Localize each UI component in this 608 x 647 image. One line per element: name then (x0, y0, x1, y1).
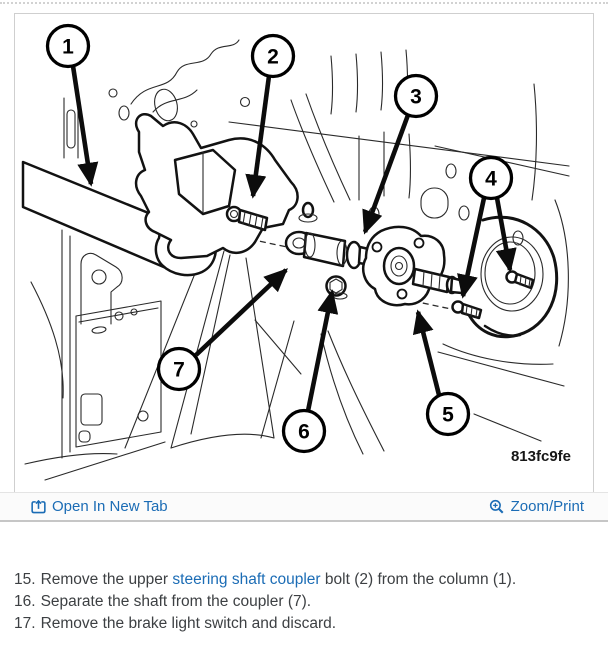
callout-4 (471, 158, 512, 199)
bolt-4-right (507, 272, 534, 289)
zoom-print-button[interactable] (489, 498, 584, 515)
coupler-mounting-flange (363, 227, 444, 305)
svg-text:6: 6 (298, 420, 310, 444)
step-15-text-suffix: bolt (2) from the column (1). (320, 571, 517, 588)
callout-6 (284, 411, 325, 452)
svg-text:4: 4 (485, 167, 497, 191)
figure-diagram (15, 14, 593, 491)
steering-shaft-coupler-link[interactable]: steering shaft coupler (172, 571, 321, 588)
callout-1 (48, 26, 89, 67)
panel-stud (299, 203, 317, 222)
callout-2 (253, 36, 294, 77)
callout-3 (396, 76, 437, 117)
step-15 (14, 569, 594, 591)
instruction-list (14, 569, 594, 635)
svg-text:5: 5 (442, 403, 454, 427)
step-17 (14, 613, 594, 635)
step-16-number: 16. (14, 593, 36, 610)
zoom-magnifier-icon (489, 499, 505, 515)
figure-viewport (14, 13, 594, 492)
step-16 (14, 591, 594, 613)
step-15-text-prefix: Remove the upper (40, 571, 173, 588)
open-in-new-tab-label: Open In New Tab (52, 498, 168, 515)
figure-code: 813fc9fe (510, 448, 571, 465)
zoom-print-label: Zoom/Print (510, 498, 584, 515)
svg-text:7: 7 (173, 358, 185, 382)
page-top-divider (0, 2, 608, 4)
svg-text:2: 2 (267, 45, 279, 69)
step-16-text: Separate the shaft from the coupler (7). (40, 593, 312, 610)
step-15-number: 15. (14, 571, 36, 588)
callout-7 (159, 349, 200, 390)
open-in-new-tab-icon (31, 500, 46, 514)
figure-toolbar (0, 492, 608, 522)
open-in-new-tab-button[interactable] (31, 498, 168, 515)
svg-text:1: 1 (62, 35, 74, 59)
svg-text:3: 3 (410, 85, 422, 109)
callout-5 (428, 394, 469, 435)
step-17-number: 17. (14, 615, 36, 632)
bolt-4-left (453, 302, 482, 319)
step-17-text: Remove the brake light switch and discard. (40, 615, 337, 632)
